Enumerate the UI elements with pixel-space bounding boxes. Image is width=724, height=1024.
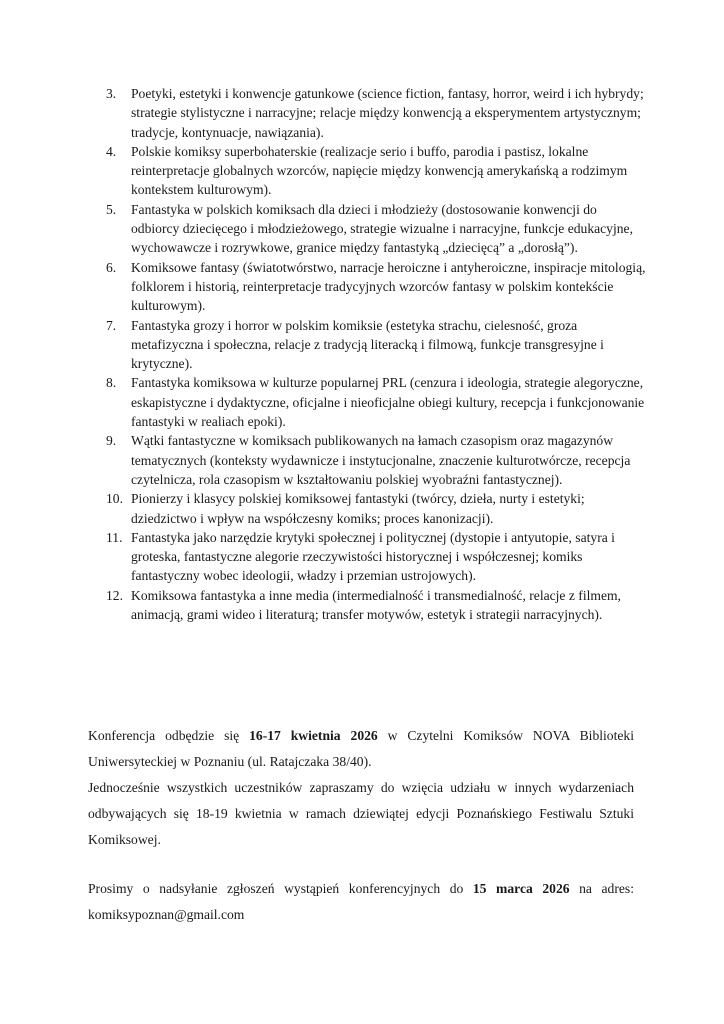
topic-number: 5. <box>106 201 117 217</box>
topic-number: 8. <box>106 375 117 391</box>
topic-item <box>106 586 646 625</box>
topic-text: Wątki fantastyczne w komiksach publikowanych na łamach czasopism oraz magazynów tematycznych (konteksty wydawnicze i instytucjonalne, znaczenie kulturotwórcze, recepcja czytelnicza, rola czasopism w kształtowaniu polskiej wyobraźni fantastycznej). <box>131 433 631 487</box>
festival-invitation-paragraph: Jednocześnie wszystkich uczestników zapraszamy do wzięcia udziału w innych wydarzeniach odbywających się 18-19 kwietnia w ramach dziewiątej edycji Poznańskiego Festiwalu Sztuki Komiksowej. <box>88 780 634 847</box>
topic-text: Fantastyka grozy i horror w polskim komiksie (estetyka strachu, cielesność, groza metafizyczna i społeczna, relacje z tradycją literacką i filmową, funkcje transgresyjne i krytyczne). <box>131 317 604 372</box>
submission-text-middle: na adres: <box>569 881 634 896</box>
topic-text: Komiksowe fantasy (światotwórstwo, narracje heroiczne i antyheroiczne, inspiracje mitologią, folklorem i historią, reinterpretacje tradycyjnych wzorców fantasy w polskim kontekście kulturowym). <box>131 259 646 314</box>
topic-text: Fantastyka w polskich komiksach dla dzieci i młodzieży (dostosowanie konwencji do odbiorcy dziecięcego i młodzieżowego, strategie wizualne i narracyjne, funkcje edukacyjne, wychowawcze i rozrywkowe, granice między fantastyką „dziecięcą” a „dorosłą”). <box>131 201 633 256</box>
contact-email[interactable]: komiksypoznan@gmail.com <box>88 907 245 922</box>
topic-item <box>106 200 646 258</box>
topic-item <box>106 489 646 528</box>
venue-text-start: Konferencja odbędzie się <box>88 728 250 743</box>
conference-dates: 16-17 kwietnia 2026 <box>249 728 378 743</box>
topic-number: 4. <box>106 143 117 159</box>
submission-deadline: 15 marca 2026 <box>472 881 570 896</box>
topic-number: 10. <box>106 491 123 507</box>
topic-text: Pionierzy i klasycy polskiej komiksowej fantastyki (twórcy, dzieła, nurty i estetyki; dziedzictwo i wpływ na współczesny komiks; proces kanonizacji). <box>131 491 585 526</box>
topic-text: Polskie komiksy superbohaterskie (realizacje serio i buffo, parodia i pastisz, lokalne reinterpretacje globalnych wzorców, napięcie między konwencją amerykańską a rodzimym kontekstem kulturowym). <box>131 143 628 198</box>
submission-paragraph <box>88 876 634 928</box>
topic-item <box>106 431 646 489</box>
submission-text-start: Prosimy o nadsyłanie zgłoszeń wystąpień konferencyjnych do <box>88 881 473 896</box>
topic-text: Fantastyka komiksowa w kulturze popularnej PRL (cenzura i ideologia, strategie alegoryczne, eskapistyczne i dydaktyczne, oficjalne i nieoficjalne obiegi kultury, recepcja i funkcjonowanie fantastyki w realiach epoki). <box>131 375 645 430</box>
topic-number: 6. <box>106 259 117 275</box>
topic-number: 7. <box>106 317 117 333</box>
topic-text: Komiksowa fantastyka a inne media (intermedialność i transmedialność, relacje z filmem, animacją, grami wideo i literaturą; transfer motywów, estetyk i strategii narracyjnych). <box>131 587 621 623</box>
topic-number: 9. <box>106 433 117 449</box>
topic-item <box>106 142 646 200</box>
topic-item <box>106 373 646 431</box>
topic-item <box>106 84 646 142</box>
topic-number: 3. <box>106 86 117 101</box>
conference-topics-list <box>106 84 646 624</box>
topic-number: 11. <box>106 529 123 545</box>
topic-text: Fantastyka jako narzędzie krytyki społecznej i politycznej (dystopie i antyutopie, satyra i groteska, fantastyczne alegorie rzeczywistości historycznej i współczesnej; komiks fantastyczny wobec ideologii, władzy i przemian ustrojowych). <box>131 529 615 584</box>
conference-venue-paragraph <box>88 723 634 775</box>
topic-item <box>106 316 646 374</box>
topic-number: 12. <box>106 587 123 603</box>
venue-text-end: w Czytelni Komiksów NOVA Biblioteki Uniwersyteckiej w Poznaniu (ul. Ratajczaka 38/40). <box>88 728 634 769</box>
topic-text: Poetyki, estetyki i konwencje gatunkowe (science fiction, fantasy, horror, weird i ich hybrydy; strategie stylistyczne i narracyjne; relacje między konwencją a eksperymentem artystycznym; tradycje, kontynuacje, nawiązania). <box>131 86 644 140</box>
topic-item <box>106 258 646 316</box>
topic-item <box>106 528 646 586</box>
